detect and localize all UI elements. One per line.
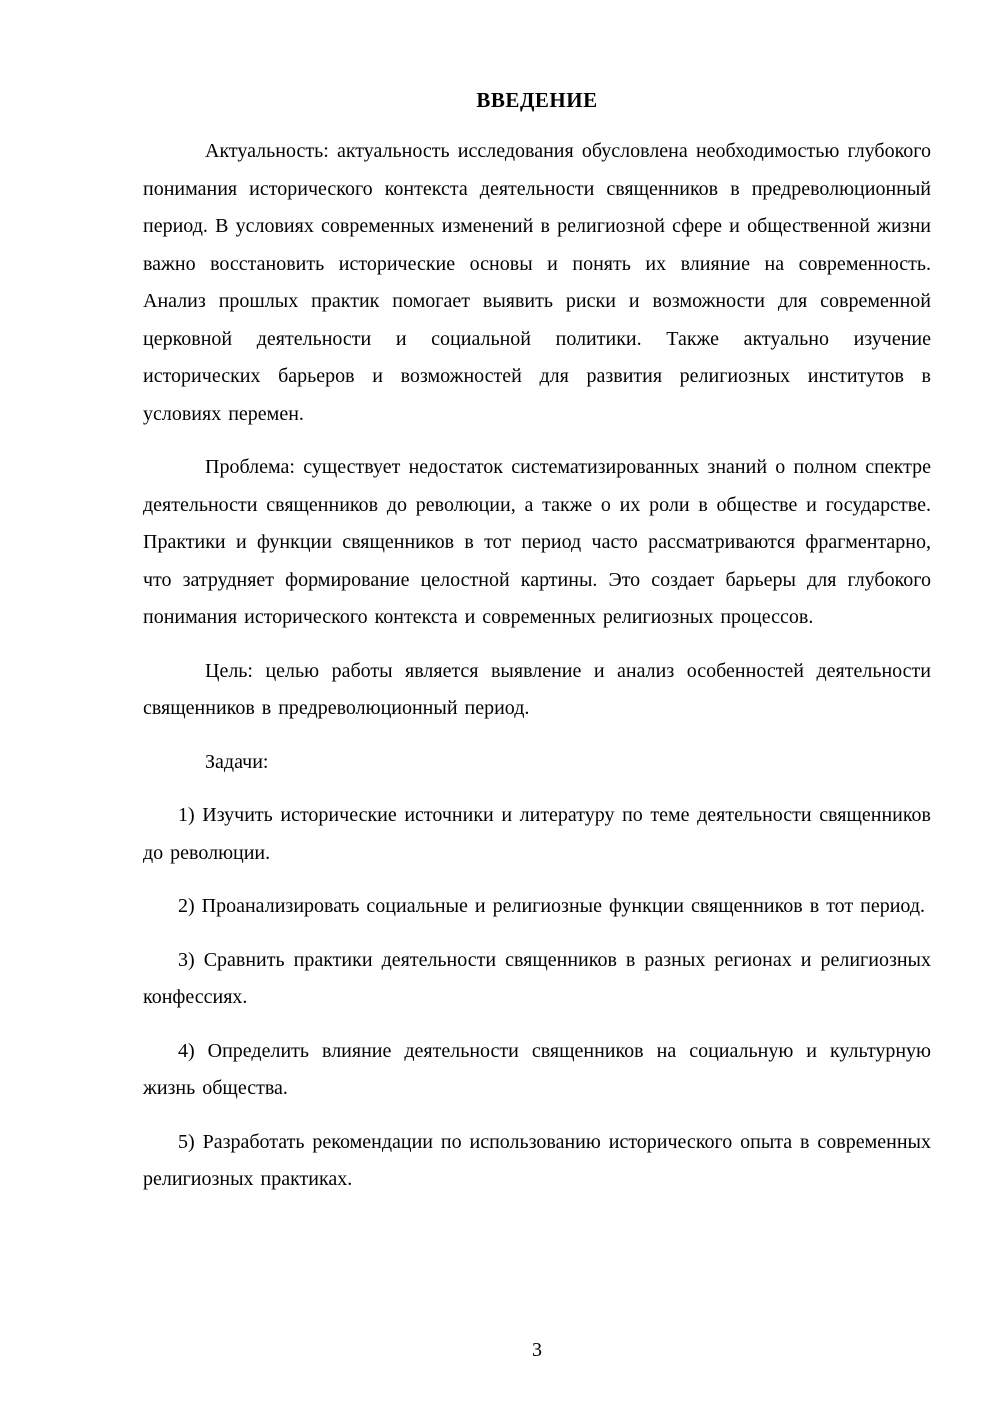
task-item-1: 1) Изучить исторические источники и литературу по теме деятельности священников до революции. — [143, 804, 931, 864]
paragraph-problem: Проблема: существует недостаток систематизированных знаний о полном спектре деятельности священников до революции, а также о их роли в обществе и государстве. Практики и функции священников в тот период часто рассматриваются фрагментарно, что затрудняет формирование целостной картины. Это создает барьеры для глубокого понимания исторического контекста и современных религиозных процессов. — [143, 456, 931, 628]
page-title: ВВЕДЕНИЕ — [476, 88, 598, 112]
task-item-4: 4) Определить влияние деятельности священников на социальную и культурную жизнь общества. — [143, 1039, 931, 1099]
task-item-5: 5) Разработать рекомендации по использованию исторического опыта в современных религиозных практиках. — [143, 1130, 931, 1190]
paragraph-relevance: Актуальность: актуальность исследования обусловлена необходимостью глубокого понимания исторического контекста деятельности священников в предреволюционный период. В условиях современных изменений в религиозной сфере и общественной жизни важно восстановить исторические основы и понять их влияние на современность. Анализ прошлых практик помогает выявить риски и возможности для современной церковной деятельности и социальной политики. Также актуально изучение исторических барьеров и возможностей для развития религиозных институтов в условиях перемен. — [143, 140, 931, 425]
paragraph-goal: Цель: целью работы является выявление и анализ особенностей деятельности священников в предреволюционный период. — [143, 659, 931, 719]
page-number: 3 — [532, 1339, 542, 1361]
tasks-label: Задачи: — [205, 750, 269, 773]
task-item-3: 3) Сравнить практики деятельности священников в разных регионах и религиозных конфессиях. — [143, 948, 931, 1008]
text-column — [143, 88, 931, 1215]
task-item-2: 2) Проанализировать социальные и религиозные функции священников в тот период. — [178, 895, 926, 917]
